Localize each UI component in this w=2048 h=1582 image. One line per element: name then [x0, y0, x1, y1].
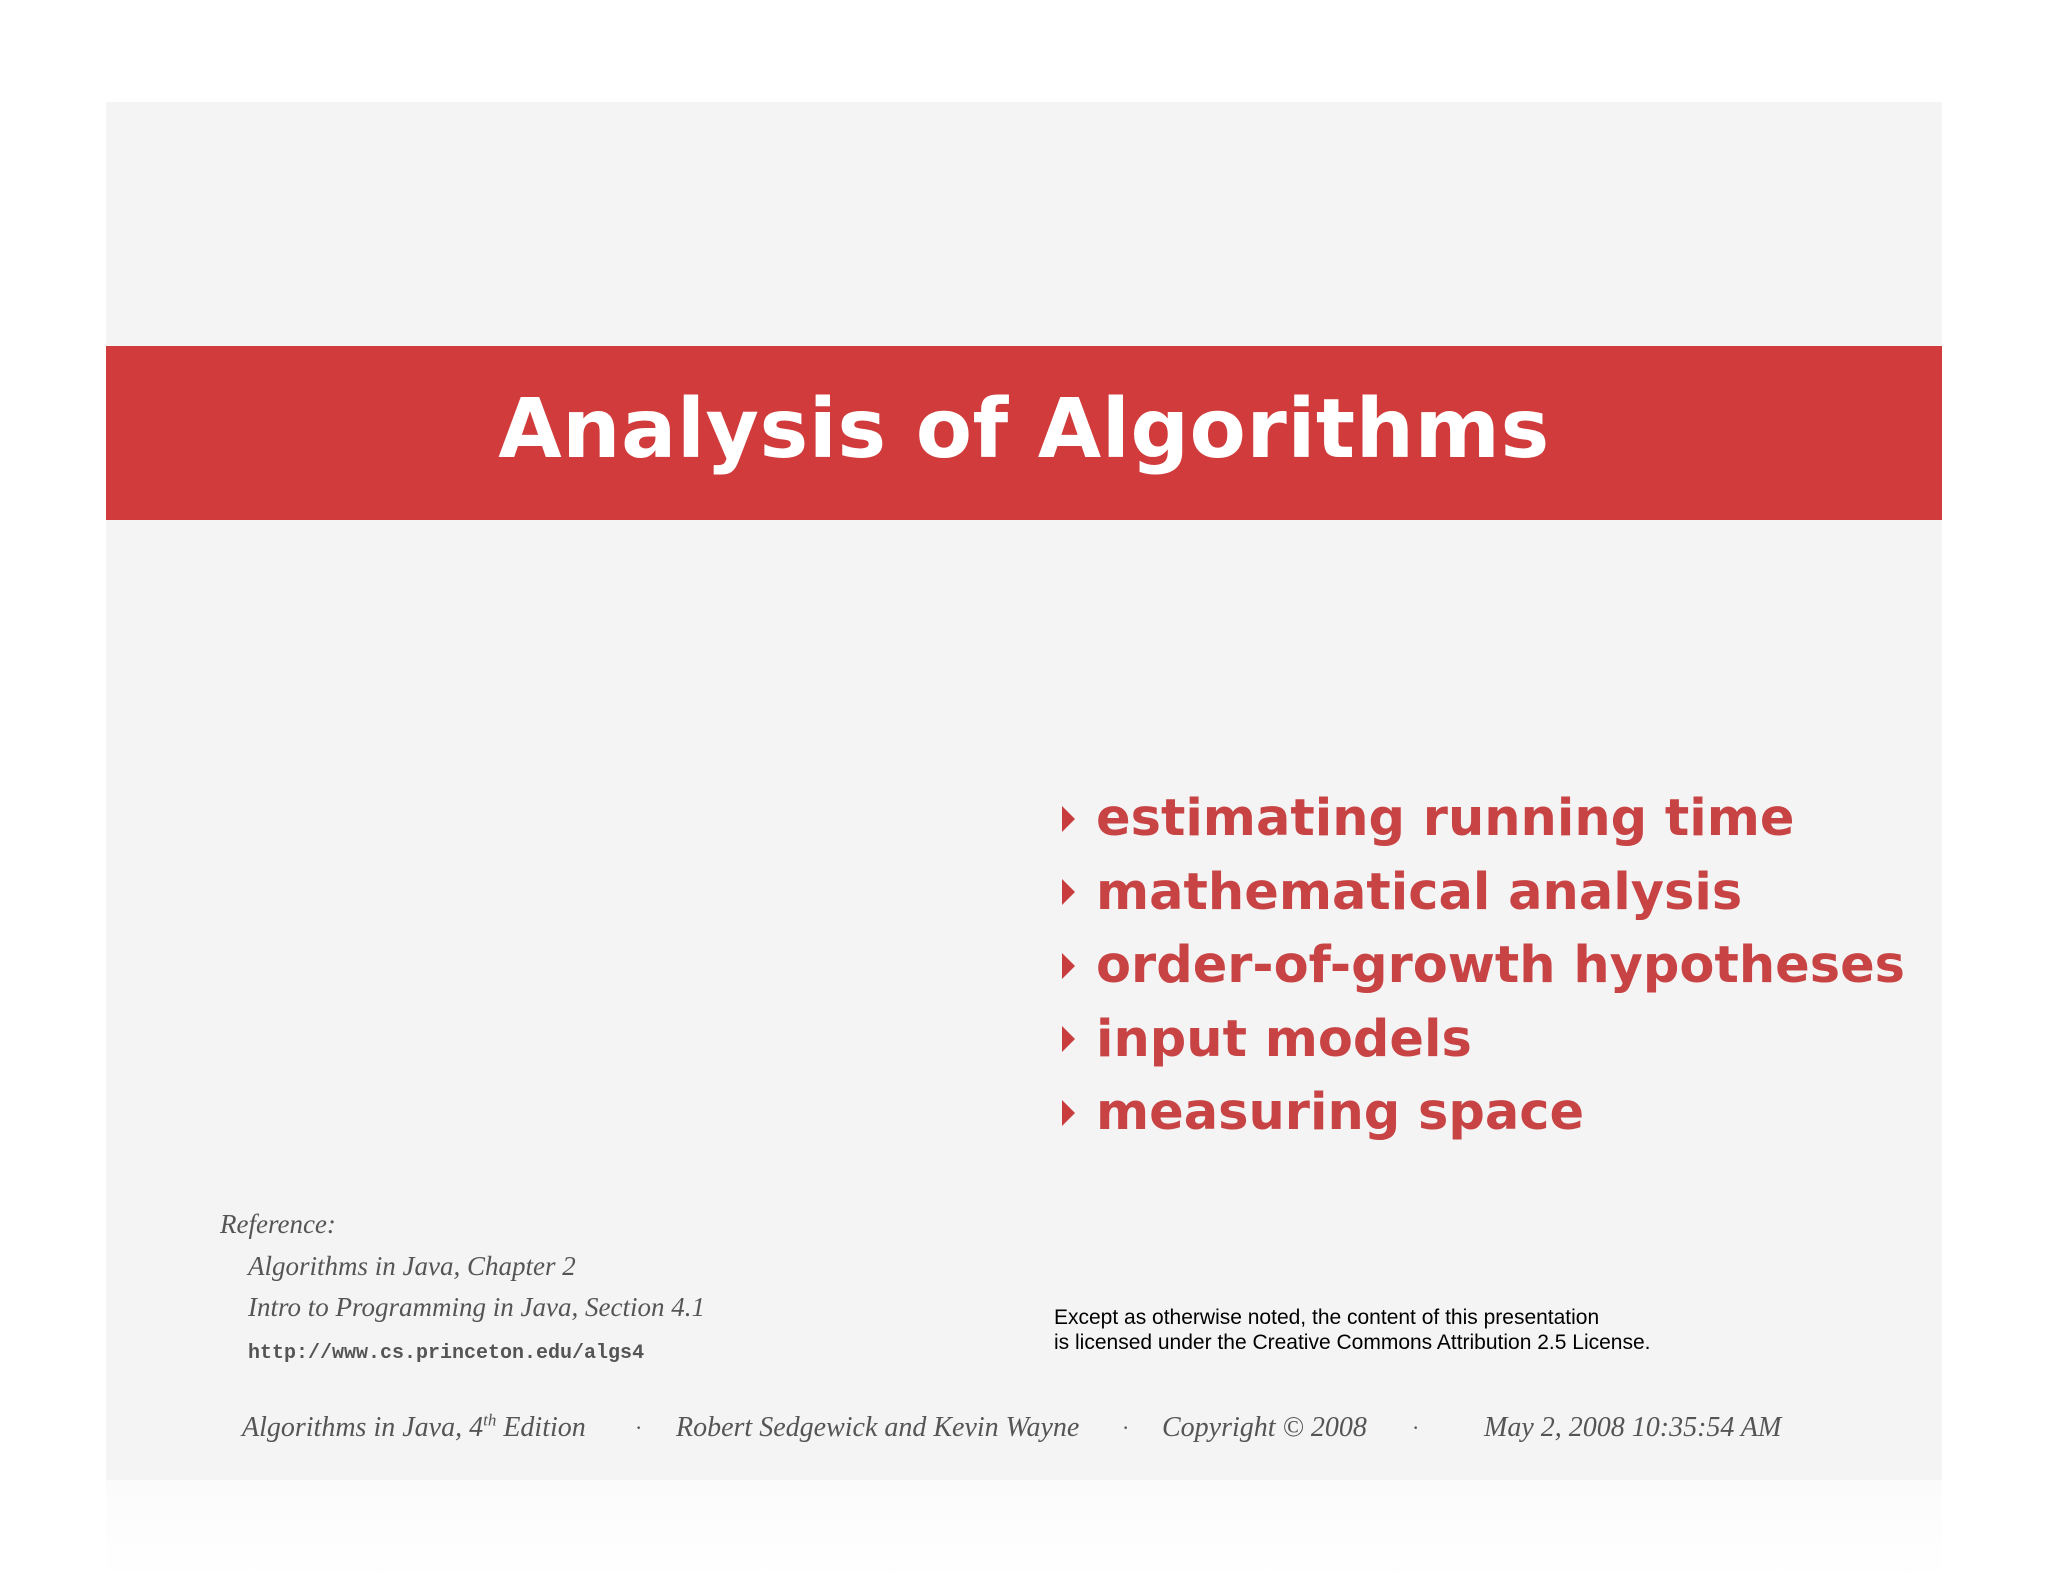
footer: [106, 1408, 1942, 1448]
topic-label: input models: [1096, 1009, 1472, 1069]
license-notice: [1054, 1305, 1650, 1355]
triangle-right-icon: [1062, 953, 1075, 979]
triangle-right-icon: [1062, 1100, 1075, 1126]
topic-list: [1054, 782, 1905, 1150]
footer-book-prefix: Algorithms in Java, 4: [242, 1412, 484, 1443]
reference-book: Algorithms in Java, Chapter 2: [248, 1250, 576, 1281]
footer-separator: ·: [635, 1415, 643, 1440]
title-band: [106, 346, 1942, 520]
reference-url[interactable]: http://www.cs.princeton.edu/algs4: [248, 1341, 645, 1365]
footer-book-title: [242, 1408, 586, 1448]
topic-item: [1054, 1076, 1905, 1150]
reference-section: Intro to Programming in Java, Section 4.1: [248, 1292, 705, 1322]
topic-label: measuring space: [1096, 1083, 1585, 1143]
topic-label: estimating running time: [1096, 789, 1795, 849]
reference-url-line: [220, 1329, 705, 1371]
license-line-2: is licensed under the Creative Commons Attribution 2.5 License.: [1054, 1331, 1651, 1354]
topic-label: order-of-growth hypotheses: [1096, 936, 1906, 996]
footer-book-sup: th: [483, 1410, 497, 1430]
topic-item: [1054, 782, 1905, 856]
topic-label: mathematical analysis: [1096, 862, 1743, 922]
footer-authors: Robert Sedgewick and Kevin Wayne: [676, 1412, 1080, 1443]
slide-title: Analysis of Algorithms: [498, 382, 1550, 477]
topic-item: [1054, 856, 1905, 930]
slide: [106, 102, 1942, 1480]
triangle-right-icon: [1062, 1026, 1075, 1052]
footer-separator: ·: [1412, 1415, 1420, 1440]
triangle-right-icon: [1062, 879, 1075, 905]
reference-heading: Reference:: [220, 1209, 336, 1239]
triangle-right-icon: [1062, 806, 1075, 832]
footer-copyright: Copyright © 2008: [1162, 1412, 1367, 1443]
footer-date: May 2, 2008 10:35:54 AM: [1484, 1412, 1782, 1443]
topic-item: [1054, 1003, 1905, 1077]
footer-book-suffix: Edition: [496, 1412, 586, 1443]
footer-separator: ·: [1122, 1415, 1130, 1440]
reference-block: [220, 1204, 705, 1370]
license-line-1: Except as otherwise noted, the content of this presentation: [1054, 1306, 1600, 1329]
slide-shadow: [106, 1480, 1942, 1582]
topic-item: [1054, 929, 1905, 1003]
